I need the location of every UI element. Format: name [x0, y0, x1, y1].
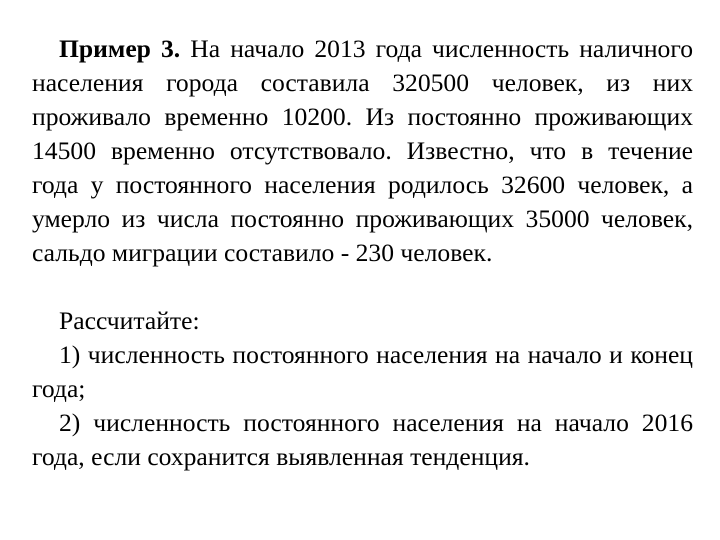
task-item-2: 2) численность постоянного населения на начало 2016 года, если сохранится выявленная тенденция.: [32, 408, 693, 471]
example-label: Пример 3.: [59, 34, 181, 63]
task-heading: Рассчитайте:: [59, 306, 200, 335]
example-text: На начало 2013 года численность наличного населения города составила 320500 человек, из них проживало временно 10200. Из постоянно проживающих 14500 временно отсутствовало. Известно, что в течение года у постоянного населения родилось 32600 человек, а умерло из числа постоянно проживающих 35000 человек, сальдо миграции составило - 230 человек.: [32, 34, 693, 267]
example-paragraph: [32, 32, 693, 270]
task-item-1: 1) численность постоянного населения на начало и конец года;: [32, 340, 693, 403]
document-page: [32, 32, 693, 474]
paragraph-gap: [32, 270, 693, 304]
